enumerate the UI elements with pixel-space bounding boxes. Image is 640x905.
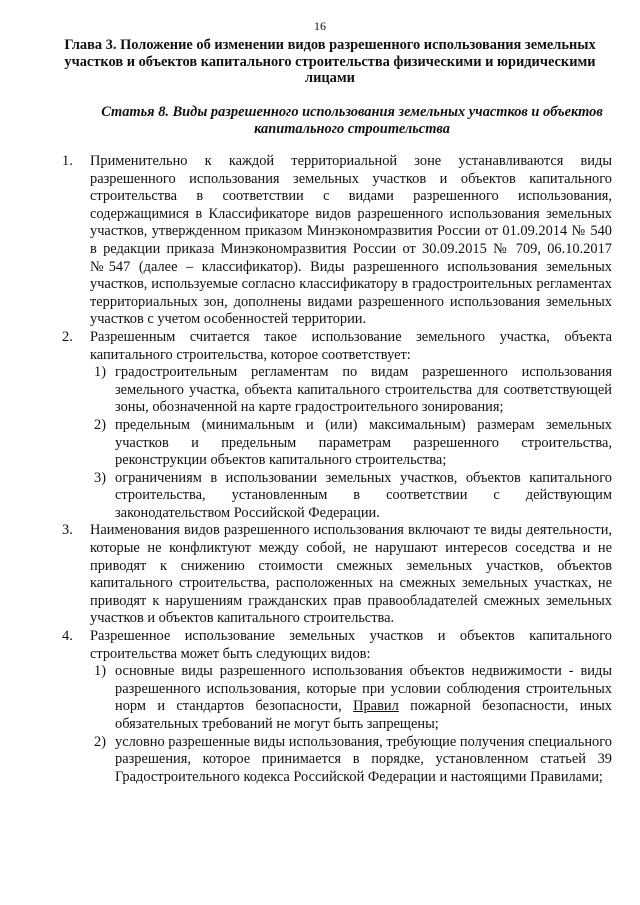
list-item-2 [60, 329, 612, 364]
list-item-3 [60, 522, 612, 628]
sub-item-2-1 [60, 364, 612, 417]
item-number: 1. [62, 153, 73, 169]
list-item-1 [60, 153, 612, 329]
sub-item-number: 1) [94, 364, 106, 381]
sub-item-2-3 [60, 470, 612, 523]
sub-item-text [115, 663, 612, 732]
article-title: Статья 8. Виды разрешенного использования земельных участков и объектов капитального строительства [101, 104, 603, 137]
chapter-title: Глава 3. Положение об изменении видов разрешенного использования земельных участков и объектов капитального строительства физическими и юридическими лицами [64, 37, 596, 87]
sub-item-text: градостроительным регламентам по видам разрешенного использования земельного участка, объекта капитального строительства для соответствующей зоны, обозначенной на карте градостроительного зонирования; [115, 364, 612, 416]
page-number: 16 [314, 19, 326, 33]
item-number: 2. [62, 328, 73, 345]
sub-item-number: 1) [94, 663, 106, 680]
sub-item-text: ограничениям в использовании земельных участков, объектов капитального строительства, установленным в соответствии с действующим законодательством Российской Федерации. [115, 469, 612, 521]
sub-item-4-1 [60, 663, 612, 733]
item-text: Разрешенным считается такое использование земельного участка, объекта капитального строительства, которое соответствует: [90, 328, 612, 363]
sub-item-text-before: основные виды разрешенного использования объектов недвижимости - виды разрешенного использования, которые при условии соблюдения строительных норм и стандартов безопасности, [115, 663, 612, 715]
article-body [60, 153, 612, 786]
sub-item-text-after: пожарной безопасности, иных обязательных требований не могут быть запрещены; [115, 698, 612, 732]
item-text: Применительно к каждой территориальной зоне устанавливаются виды разрешенного использования земельных участков и объектов капитального строительства в соответствии с видами разрешенного использования, содержащимися в Классификаторе видов разрешенного использования земельных участков, утвержденном приказом Минэкономразвития России от 01.09.2014 № 540 в редакции приказа Минэкономразвития России от 30.09.2015 № 709, 06.10.2017 №547 (далее – классификатор). Виды разрешенного использования земельных участков, используемые согласно классификатору в градостроительных регламентах территориальных зон, дополнены видами разрешенного использования земельных участков с учетом особенностей территории. [90, 153, 612, 328]
item-number: 4. [62, 628, 73, 645]
item-text: Разрешенное использование земельных участков и объектов капитального строительства может быть следующих видов: [90, 628, 612, 662]
sub-item-4-2 [60, 734, 612, 787]
sub-item-number: 3) [94, 469, 106, 486]
item-number: 3. [62, 522, 73, 539]
sub-item-2-2 [60, 417, 612, 470]
sub-item-number: 2) [94, 733, 106, 750]
sub-item-text: условно разрешенные виды использования, требующие получения специального разрешения, которое принимается в порядке, установленном статьей 39 Градостроительного кодекса Российской Федерации и настоящими Правилами; [115, 733, 612, 785]
item-text: Наименования видов разрешенного использования включают те виды деятельности, которые не конфликтуют между собой, не нарушают интересов соседства и не приводят к снижению стоимости смежных земельных участков, объектов капитального строительства, расположенных на смежных земельных участках, не приводят к нарушениям гражданских прав правообладателей смежных земельных участков и объектов капитального строительства. [90, 522, 612, 627]
list-item-4 [60, 628, 612, 663]
underlined-reference: Правил [353, 698, 399, 715]
sub-item-text: предельным (минимальным и (или) максимальным) размерам земельных участков и предельным параметрам разрешенного строительства, реконструкции объектов капитального строительства; [115, 416, 612, 469]
sub-item-number: 2) [94, 416, 106, 433]
